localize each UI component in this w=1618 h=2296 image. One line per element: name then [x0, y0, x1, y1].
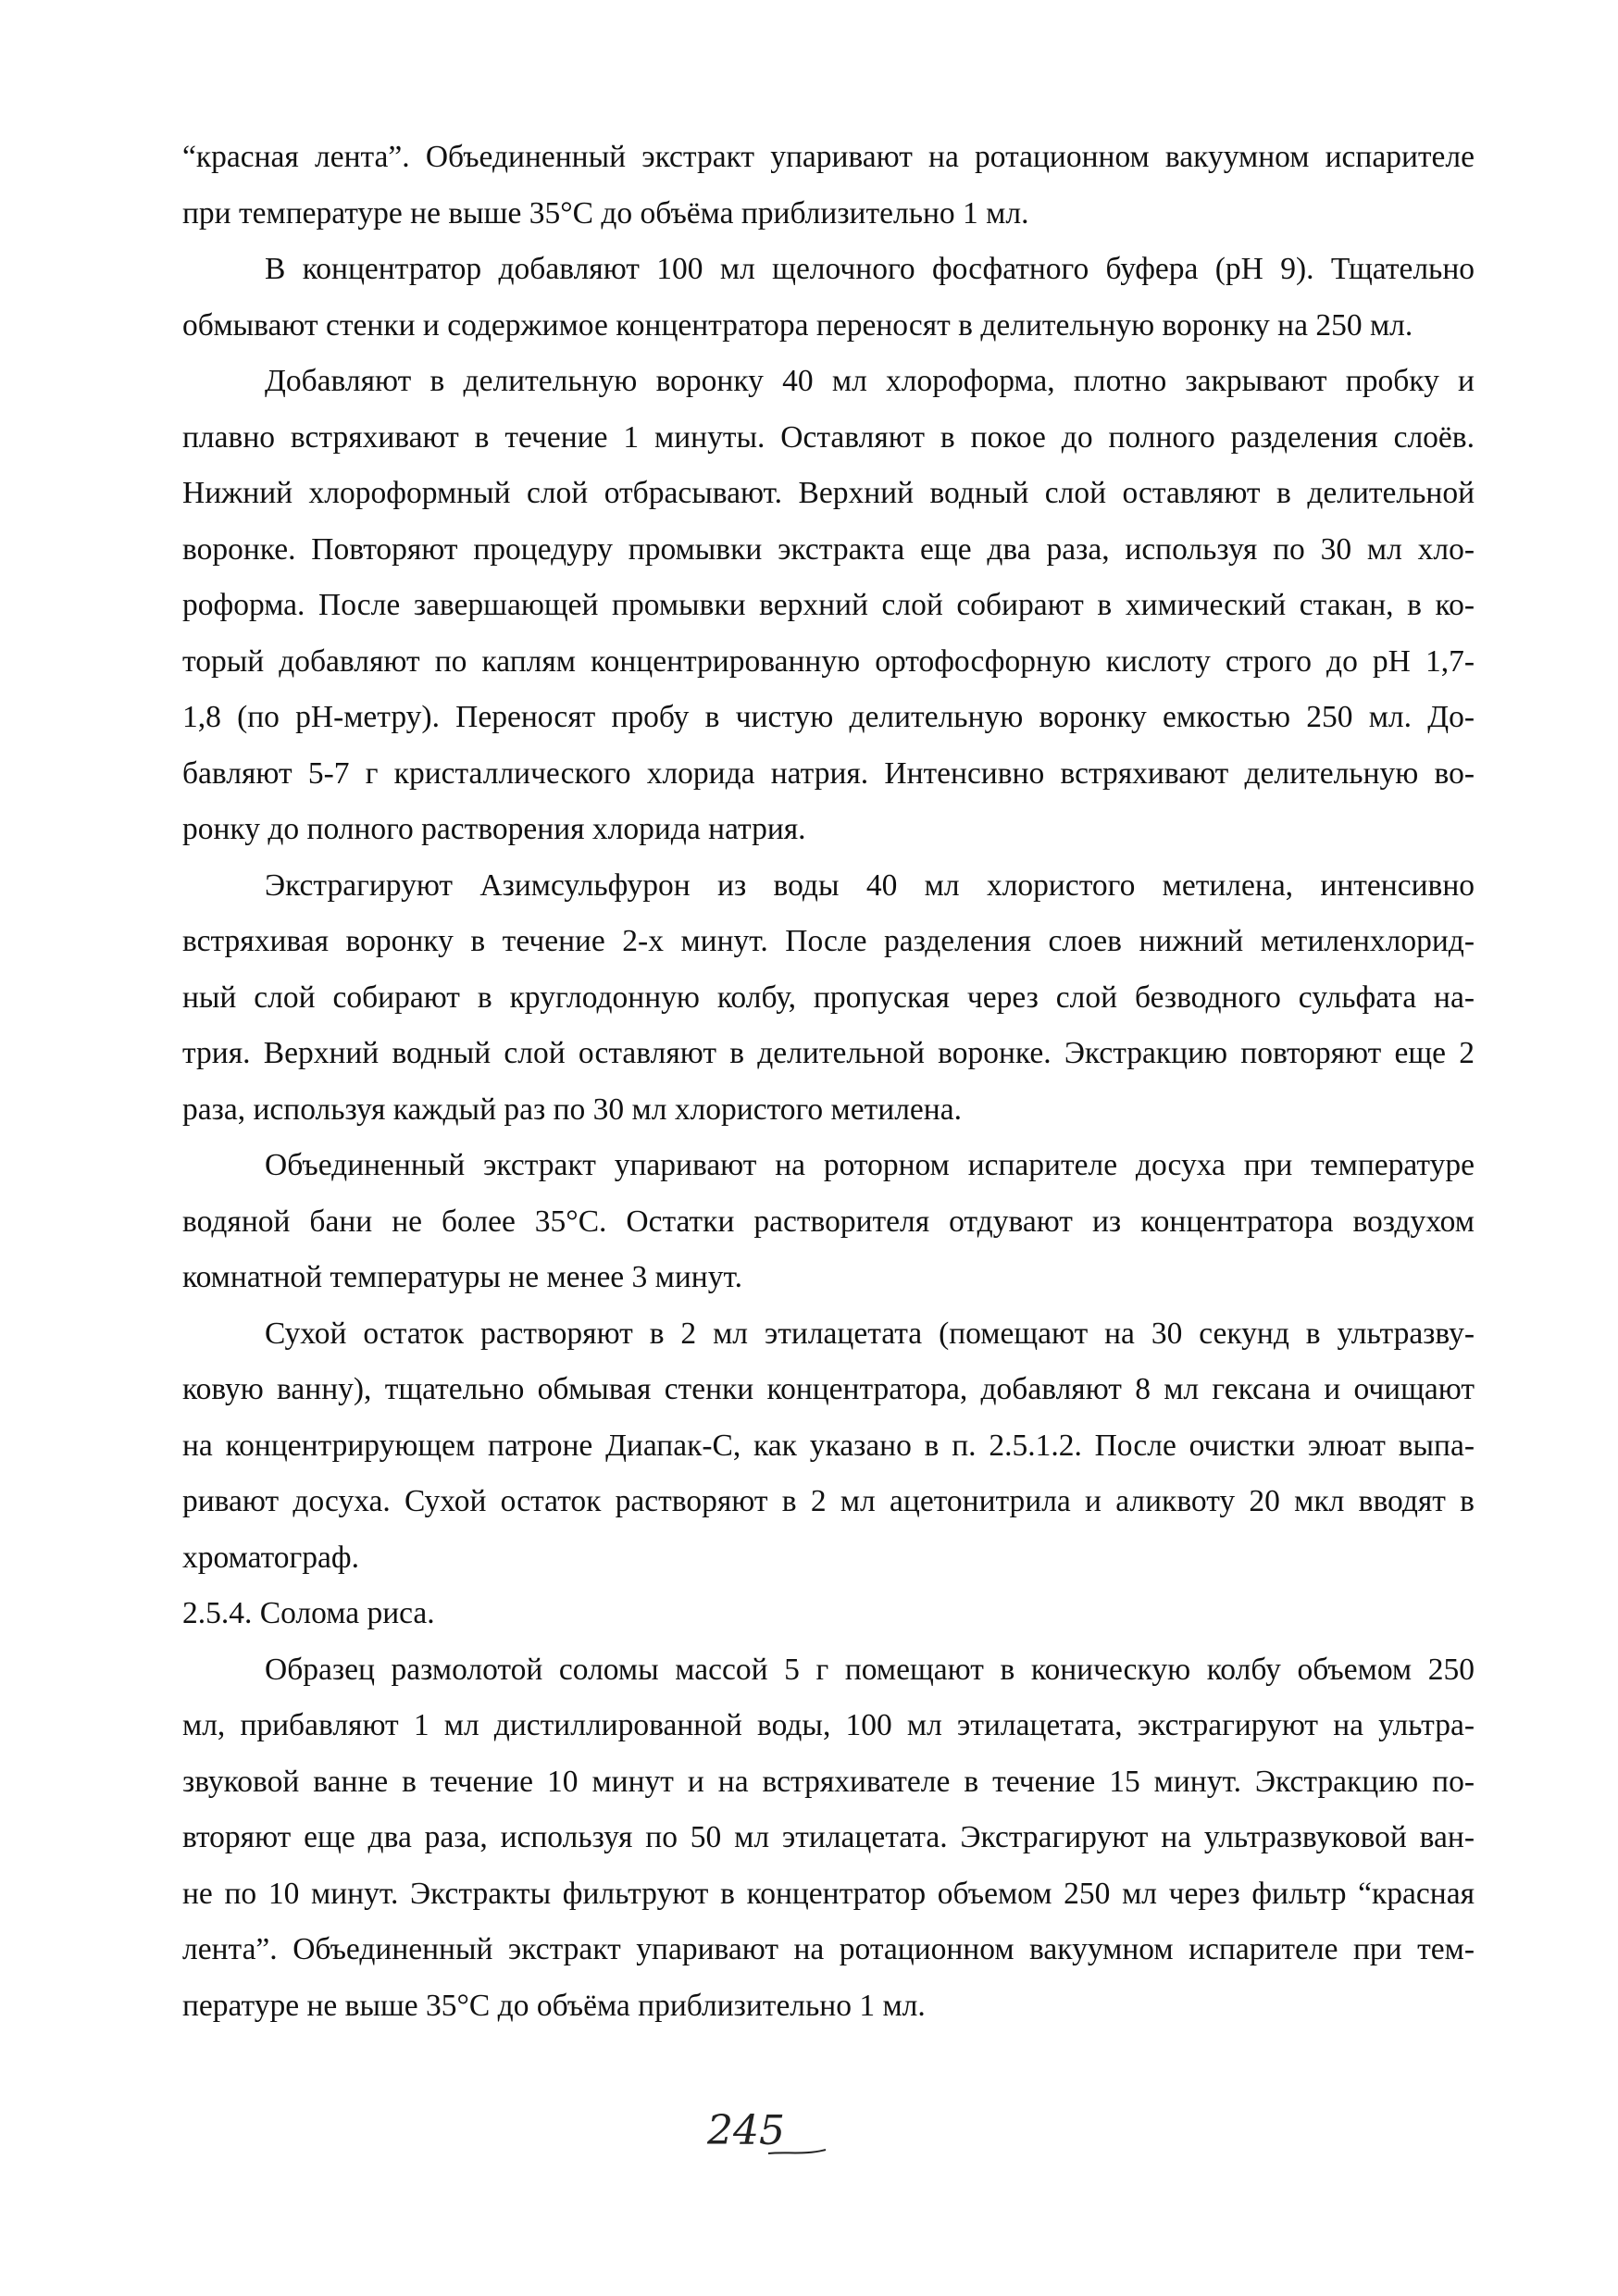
text-line: не по 10 минут. Экстракты фильтруют в концентратор объемом 250 мл через фильтр “красная [182, 1876, 1475, 1911]
text-line: роформа. После завершающей промывки верхний слой собирают в химический стакан, в ко- [182, 588, 1475, 622]
text-line: трия. Верхний водный слой оставляют в делительной воронке. Экстракцию повторяют еще 2 [182, 1036, 1475, 1070]
text-line: ривают досуха. Сухой остаток растворяют в 2 мл ацетонитрила и аликвоту 20 мкл вводят в [182, 1484, 1475, 1518]
text-line: “красная лента”. Объединенный экстракт упаривают на ротационном вакуумном испарителе [182, 140, 1475, 174]
paragraph-chloroform [182, 354, 1475, 858]
text-line: лента”. Объединенный экстракт упаривают на ротационном вакуумном испарителе при тем- [182, 1932, 1475, 1966]
text-line: воронке. Повторяют процедуру промывки экстракта еще два раза, используя по 30 мл хло- [182, 531, 1475, 567]
page-number-handwriting [703, 2100, 833, 2165]
text-line: плавно встряхивают в течение 1 минуты. Оставляют в покое до полного разделения слоёв. [182, 419, 1475, 455]
text-line: ронку до полного растворения хлорида натрия. [182, 812, 806, 846]
handwritten-page-number [703, 2100, 833, 2165]
paragraph-buffer [182, 242, 1475, 354]
text-line: обмывают стенки и содержимое концентратора переносят в делительную воронку на 250 мл. [182, 307, 1413, 343]
text-line: вторяют еще два раза, используя по 50 мл этилацетата. Экстрагируют на ультразвуковой ван- [182, 1820, 1475, 1854]
text-line: Добавляют в делительную воронку 40 мл хлороформа, плотно закрывают пробку и [265, 364, 1475, 398]
text-line: Образец размолотой соломы массой 5 г помещают в коническую колбу объемом 250 [265, 1652, 1475, 1687]
paragraph-evaporation [182, 1138, 1475, 1306]
text-line: при температуре не выше 35°С до объёма приблизительно 1 мл. [182, 195, 1029, 231]
text-line: мл, прибавляют 1 мл дистиллированной воды, 100 мл этилацетата, экстрагируют на ультра- [182, 1708, 1475, 1742]
paragraph-rice-straw [182, 1642, 1475, 2035]
text-line: В концентратор добавляют 100 мл щелочного фосфатного буфера (рН 9). Тщательно [265, 252, 1475, 286]
text-line: ный слой собирают в круглодонную колбу, пропуская через слой безводного сульфата на- [182, 980, 1475, 1015]
text-line: пературе не выше 35°С до объёма приблизительно 1 мл. [182, 1988, 926, 2023]
text-line: 1,8 (по рН-метру). Переносят пробу в чистую делительную воронку емкостью 250 мл. До- [182, 700, 1475, 734]
page-number-text: 245 [707, 2107, 785, 2154]
text-line: ковую ванну), тщательно обмывая стенки концентратора, добавляют 8 мл гексана и очищают [182, 1372, 1475, 1406]
text-line: Сухой остаток растворяют в 2 мл этилацетата (помещают на 30 секунд в ультразву- [265, 1316, 1475, 1351]
text-line: звуковой ванне в течение 10 минут и на встряхивателе в течение 15 минут. Экстракцию по- [182, 1764, 1475, 1799]
text-line: хроматограф. [182, 1540, 359, 1575]
section-heading: 2.5.4. Солома риса. [182, 1596, 435, 1630]
paragraph-cleanup [182, 1306, 1475, 1587]
text-line: комнатной температуры не менее 3 минут. [182, 1260, 742, 1294]
text-line: встряхивая воронку в течение 2-х минут. После разделения слоев нижний метиленхлорид- [182, 924, 1475, 958]
document-page [182, 130, 1475, 2034]
text-line: раза, используя каждый раз по 30 мл хлористого метилена. [182, 1092, 962, 1127]
text-line: торый добавляют по каплям концентрированную ортофосфорную кислоту строго до рН 1,7- [182, 643, 1475, 679]
text-line: водяной бани не более 35°С. Остатки растворителя отдувают из концентратора воздухом [182, 1204, 1475, 1239]
text-line: бавляют 5-7 г кристаллического хлорида натрия. Интенсивно встряхивают делительную во- [182, 755, 1475, 791]
text-line: на концентрирующем патроне Диапак-С, как указано в п. 2.5.1.2. После очистки элюат выпа- [182, 1428, 1475, 1463]
paragraph-extraction [182, 858, 1475, 1139]
text-line: Объединенный экстракт упаривают на роторном испарителе досуха при температуре [265, 1148, 1475, 1182]
text-line: Экстрагируют Азимсульфурон из воды 40 мл хлористого метилена, интенсивно [265, 867, 1475, 903]
paragraph-continuation [182, 130, 1475, 242]
text-line: Нижний хлороформный слой отбрасывают. Верхний водный слой оставляют в делительной [182, 476, 1475, 510]
